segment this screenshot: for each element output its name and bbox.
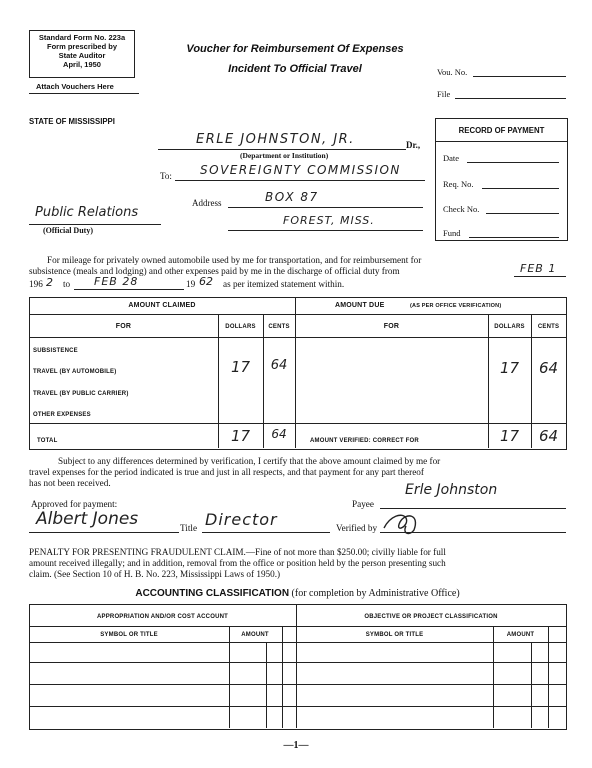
- department-label: (Department or Institution): [240, 151, 329, 160]
- title-value: Director: [205, 510, 278, 529]
- year-prefix-1: 196: [29, 279, 43, 289]
- table-header-divider: [29, 314, 566, 315]
- claimant-name-line: [158, 149, 406, 150]
- appropriation-header: APPROPRIATION AND/OR COST ACCOUNT: [96, 614, 229, 620]
- accounting-table: [29, 604, 567, 730]
- accounting-subtitle: (for completion by Administrative Office): [291, 588, 460, 599]
- approver-signature: Albert Jones: [36, 509, 139, 529]
- attach-vouchers-label: Attach Vouchers Here: [36, 82, 114, 91]
- row-travel-auto-due-cents: 64: [538, 359, 559, 377]
- accounting-row-line-2: [29, 662, 566, 663]
- row-label-subsistence: SUBSISTENCE: [33, 348, 78, 354]
- certify-line-3: has not been received.: [29, 478, 111, 488]
- accounting-header-divider: [29, 626, 566, 627]
- page-number: —1—: [283, 740, 309, 751]
- official-duty-line: [29, 224, 161, 225]
- to-label: To:: [160, 171, 172, 181]
- approver-line: [29, 532, 179, 533]
- certify-line-2: travel expenses for the period indicated is true and just in all respects, and that payment for any part thereof: [29, 467, 424, 477]
- intro-line-1: For mileage for privately owned automobile used by me for transportation, and for reimbursement for: [47, 255, 422, 265]
- record-req-field[interactable]: [482, 188, 559, 189]
- table-center-divider: [295, 297, 296, 448]
- state-label: STATE OF MISSISSIPPI: [29, 117, 115, 126]
- to-value: SOVEREIGNTY COMMISSION: [200, 163, 401, 177]
- record-check-field[interactable]: [486, 213, 559, 214]
- amount-due-note: (AS PER OFFICE VERIFICATION): [410, 303, 502, 309]
- left-amount-header: AMOUNT: [241, 632, 269, 638]
- address-line-2: FOREST, MISS.: [283, 214, 375, 227]
- payee-label: Payee: [352, 499, 374, 509]
- to-line: [175, 180, 425, 181]
- accounting-center-divider: [296, 604, 297, 728]
- claimed-cents-header: CENTS: [268, 324, 290, 330]
- form-number: Standard Form No. 223a: [38, 33, 126, 42]
- record-check-label: Check No.: [443, 204, 480, 214]
- total-label: TOTAL: [37, 438, 58, 444]
- total-dollars: 17: [230, 427, 251, 445]
- to-word: to: [63, 279, 71, 289]
- accounting-row-line-4: [29, 706, 566, 707]
- official-duty-label: (Official Duty): [43, 226, 93, 235]
- total-cents: 64: [271, 427, 287, 441]
- record-title: RECORD OF PAYMENT: [458, 126, 545, 135]
- row-travel-auto-dollars: 17: [230, 358, 251, 376]
- left-amount-end-col: [282, 626, 283, 728]
- period-from: FEB 1: [520, 262, 557, 275]
- dr-label: Dr.,: [406, 140, 421, 150]
- form-title: Voucher for Reimbursement Of Expenses: [186, 43, 404, 55]
- intro-tail: as per itemized statement within.: [223, 279, 345, 289]
- verifier-signature-mark: [380, 508, 440, 538]
- record-divider: [436, 141, 567, 142]
- record-date-label: Date: [443, 153, 460, 163]
- payee-signature: Erle Johnston: [405, 482, 498, 498]
- period-to: FEB 28: [94, 275, 139, 288]
- verified-cents: 64: [538, 427, 559, 445]
- record-fund-label: Fund: [443, 228, 461, 238]
- period-to-line: [74, 289, 184, 290]
- approved-label: Approved for payment:: [31, 499, 118, 509]
- due-cents-header: CENTS: [537, 324, 560, 330]
- form-number-box: [29, 30, 135, 78]
- accounting-row-line-3: [29, 684, 566, 685]
- year-1: 2: [46, 276, 53, 289]
- attach-divider: [29, 93, 139, 94]
- table-total-divider: [29, 423, 566, 424]
- voucher-number-field[interactable]: [473, 76, 566, 77]
- row-label-travel-auto: TRAVEL (BY AUTOMOBILE): [33, 369, 117, 375]
- row-travel-auto-cents: 64: [270, 358, 288, 373]
- due-for-header: FOR: [383, 323, 400, 330]
- penalty-line-2: amount received illegally; and in addition, removal from the office or position held by the person presenting such: [29, 558, 446, 568]
- objective-header: OBJECTIVE OR PROJECT CLASSIFICATION: [364, 614, 498, 620]
- verified-dollars: 17: [499, 427, 520, 445]
- title-label: Title: [180, 523, 198, 533]
- address-line-2-rule: [228, 230, 423, 231]
- table-subheader-divider: [29, 337, 566, 338]
- verified-by-label: Verified by: [336, 523, 378, 533]
- right-amount-end-col: [548, 626, 549, 728]
- row-travel-auto-due-dollars: 17: [499, 359, 520, 377]
- penalty-line-1: PENALTY FOR PRESENTING FRAUDULENT CLAIM.—Fine of not more than $250.00; civilly liable for full: [29, 547, 446, 557]
- period-from-line: [514, 276, 566, 277]
- voucher-number-label: Vou. No.: [437, 67, 468, 77]
- address-line-1-rule: [228, 207, 423, 208]
- address-line-1: BOX 87: [265, 190, 319, 204]
- penalty-line-3: claim. (See Section 10 of H. B. No. 223, Mississippi Laws of 1950.): [29, 569, 281, 579]
- record-req-label: Req. No.: [443, 179, 474, 189]
- accounting-title: ACCOUNTING CLASSIFICATION: [135, 588, 290, 599]
- claimant-name: ERLE JOHNSTON, JR.: [196, 132, 355, 147]
- right-symbol-header: SYMBOL OR TITLE: [365, 632, 424, 638]
- right-cents-col: [531, 642, 532, 728]
- official-duty-value: Public Relations: [35, 205, 139, 220]
- form-date: April, 1950: [63, 60, 101, 69]
- right-amount-col: [493, 626, 494, 728]
- due-dollars-header: DOLLARS: [494, 324, 525, 330]
- claimed-for-header: FOR: [115, 323, 132, 330]
- intro-line-2: subsistence (meals and lodging) and other expenses paid by me in the discharge of official duty from: [29, 266, 400, 276]
- row-label-other-expenses: OTHER EXPENSES: [33, 412, 91, 418]
- amount-verified-label: AMOUNT VERIFIED: CORRECT FOR: [310, 438, 419, 444]
- year-prefix-2: 19: [186, 279, 196, 289]
- record-of-payment-box: [435, 118, 568, 241]
- record-date-field[interactable]: [467, 162, 559, 163]
- left-amount-col: [229, 626, 230, 728]
- file-field[interactable]: [455, 98, 566, 99]
- right-amount-header: AMOUNT: [506, 632, 535, 638]
- claimed-dollars-header: DOLLARS: [225, 324, 256, 330]
- amount-due-header: AMOUNT DUE: [335, 302, 385, 309]
- form-prescribed: Form prescribed by: [46, 42, 118, 51]
- year-2: 62: [199, 275, 213, 288]
- left-cents-col: [266, 642, 267, 728]
- form-auditor: State Auditor: [58, 51, 106, 60]
- address-label: Address: [192, 198, 222, 208]
- file-label: File: [437, 89, 451, 99]
- title-line: [202, 532, 330, 533]
- form-subtitle: Incident To Official Travel: [228, 63, 362, 75]
- left-symbol-header: SYMBOL OR TITLE: [100, 632, 158, 638]
- record-fund-field[interactable]: [469, 237, 559, 238]
- row-label-travel-carrier: TRAVEL (BY PUBLIC CARRIER): [33, 391, 129, 397]
- accounting-row-line-1: [29, 642, 566, 643]
- amount-claimed-header: AMOUNT CLAIMED: [128, 302, 196, 309]
- accounting-heading: [29, 588, 566, 599]
- certify-line-1: Subject to any differences determined by verification, I certify that the above amount claimed by me for: [58, 456, 441, 466]
